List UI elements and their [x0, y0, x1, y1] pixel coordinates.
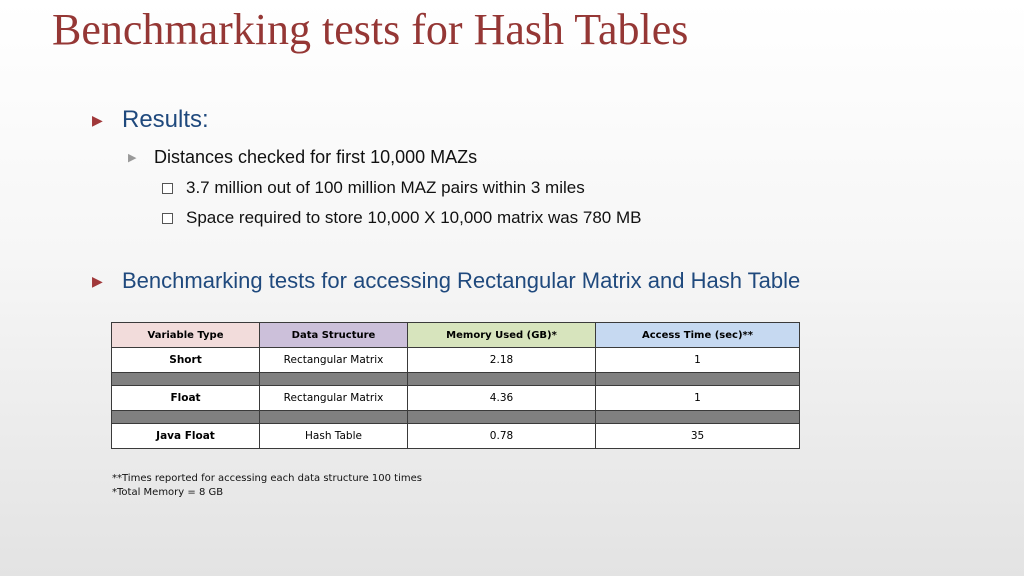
separator-cell — [596, 411, 800, 424]
triangle-bullet-icon: ▶ — [92, 272, 103, 289]
table-cell: Hash Table — [260, 424, 408, 449]
separator-cell — [408, 373, 596, 386]
separator-cell — [260, 373, 408, 386]
table-cell: 1 — [596, 348, 800, 373]
slide-title: Benchmarking tests for Hash Tables — [52, 5, 689, 54]
bullet-distances-text: Distances checked for first 10,000 MAZs — [154, 147, 478, 167]
separator-cell — [260, 411, 408, 424]
table-cell: Float — [112, 386, 260, 411]
table-cell: 0.78 — [408, 424, 596, 449]
footnote-memory: *Total Memory = 8 GB — [112, 487, 224, 498]
header-variable-type: Variable Type — [112, 323, 260, 348]
triangle-bullet-icon: ▶ — [92, 111, 103, 128]
bullet-pairs-text: 3.7 million out of 100 million MAZ pairs within 3 miles — [186, 178, 585, 197]
separator-cell — [112, 373, 260, 386]
bullet-results-text: Results: — [122, 106, 209, 133]
bullet-space — [162, 208, 641, 228]
table-header-row — [112, 323, 800, 348]
footnote-times: **Times reported for accessing each data structure 100 times — [112, 473, 422, 484]
bullet-pairs — [162, 178, 585, 198]
square-bullet-icon — [162, 183, 173, 194]
bullet-space-text: Space required to store 10,000 X 10,000 matrix was 780 MB — [186, 208, 642, 227]
table-cell: 35 — [596, 424, 800, 449]
table-cell: Rectangular Matrix — [260, 386, 408, 411]
bullet-results — [92, 106, 209, 134]
bullet-benchmark — [92, 268, 800, 294]
table-row — [112, 386, 800, 411]
separator-row — [112, 373, 800, 386]
table-row — [112, 424, 800, 449]
table-row — [112, 348, 800, 373]
table-cell: Java Float — [112, 424, 260, 449]
header-data-structure: Data Structure — [260, 323, 408, 348]
table-cell: 4.36 — [408, 386, 596, 411]
separator-cell — [408, 411, 596, 424]
bullet-benchmark-text: Benchmarking tests for accessing Rectangular Matrix and Hash Table — [122, 268, 801, 293]
table-cell: Short — [112, 348, 260, 373]
bullet-distances — [128, 147, 477, 168]
table-cell: 1 — [596, 386, 800, 411]
table-cell: Rectangular Matrix — [260, 348, 408, 373]
square-bullet-icon — [162, 213, 173, 224]
separator-cell — [596, 373, 800, 386]
header-memory-used: Memory Used (GB)* — [408, 323, 596, 348]
triangle-bullet-icon: ▶ — [128, 152, 137, 164]
table-cell: 2.18 — [408, 348, 596, 373]
separator-cell — [112, 411, 260, 424]
benchmark-table — [111, 322, 800, 449]
header-access-time: Access Time (sec)** — [596, 323, 800, 348]
separator-row — [112, 411, 800, 424]
